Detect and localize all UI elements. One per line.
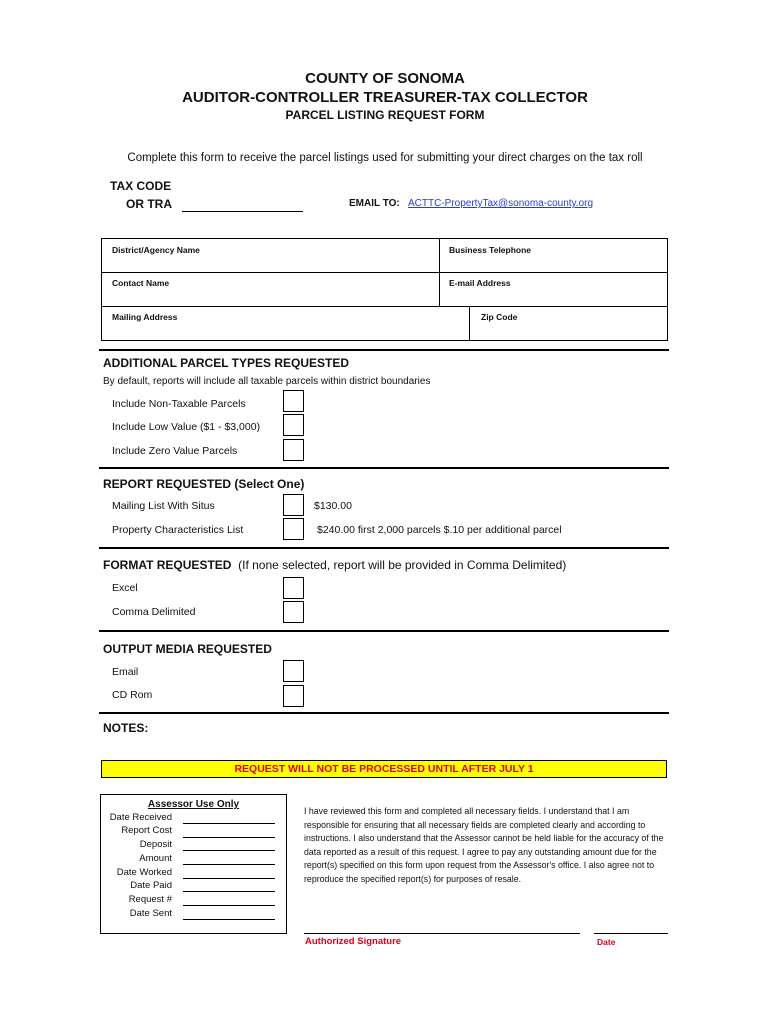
comma-delimited-checkbox[interactable]: [283, 601, 304, 623]
low-value-checkbox[interactable]: [283, 414, 304, 436]
assessor-field-label: Date Received: [109, 812, 172, 823]
email-link[interactable]: ACTTC-PropertyTax@sonoma-county.org: [408, 198, 594, 209]
tax-code-field[interactable]: [182, 211, 303, 212]
option-label: Comma Delimited: [112, 606, 196, 618]
additional-parcel-types-heading: ADDITIONAL PARCEL TYPES REQUESTED: [103, 356, 350, 370]
agreement-text: I have reviewed this form and completed all necessary fields. I understand that I am responsible for ensuring that all necessary fields are completed clearly and according to instructions. I also understand that the Assessor cannot be held liable for the accuracy of the data reported as a result of this request. I agree to pay any outstanding amount due for the report(s) specified on this form upon request from the Assessor's office. I also agree not to reproduce the specified report(s) for purposes of resale.: [304, 806, 664, 884]
option-label: Email: [112, 666, 139, 678]
deposit-field[interactable]: [183, 850, 275, 851]
assessor-title: Assessor Use Only: [147, 799, 240, 810]
contact-name-field[interactable]: Contact Name: [112, 278, 170, 288]
county-title: COUNTY OF SONOMA: [305, 70, 465, 87]
email-address-field[interactable]: E-mail Address: [449, 278, 511, 288]
zero-value-checkbox[interactable]: [283, 439, 304, 461]
assessor-field-label: Report Cost: [121, 825, 172, 836]
format-heading-text: FORMAT REQUESTED: [103, 558, 232, 572]
district-agency-name-field[interactable]: District/Agency Name: [112, 245, 200, 255]
assessor-field-label: Date Worked: [116, 867, 172, 878]
additional-note: By default, reports will include all taxable parcels within district boundaries: [103, 376, 431, 387]
option-label: Include Zero Value Parcels: [112, 445, 238, 457]
date-worked-field[interactable]: [183, 878, 275, 879]
mailing-list-checkbox[interactable]: [283, 494, 304, 516]
output-media-heading: OUTPUT MEDIA REQUESTED: [103, 642, 272, 656]
office-title: AUDITOR-CONTROLLER TREASURER-TAX COLLECTOR: [182, 89, 588, 106]
amount-field[interactable]: [183, 864, 275, 865]
business-telephone-field[interactable]: Business Telephone: [449, 245, 532, 255]
mailing-address-field[interactable]: Mailing Address: [112, 312, 178, 322]
processing-warning-banner: REQUEST WILL NOT BE PROCESSED UNTIL AFTER JULY 1: [101, 760, 667, 778]
format-note: (If none selected, report will be provided in Comma Delimited): [238, 558, 567, 572]
assessor-field-label: Date Sent: [129, 908, 172, 919]
report-cost-field[interactable]: [183, 837, 275, 838]
report-requested-heading: REPORT REQUESTED (Select One): [103, 477, 305, 491]
assessor-field-label: Request #: [128, 894, 172, 905]
intro-text: Complete this form to receive the parcel listings used for submitting your direct charges on the tax roll: [127, 152, 643, 164]
assessor-field-label: Deposit: [139, 839, 172, 850]
price-label: $130.00: [314, 500, 352, 512]
tax-code-label: TAX CODE: [110, 179, 172, 193]
price-label: $240.00 first 2,000 parcels $.10 per additional parcel: [317, 524, 562, 536]
assessor-use-box: [100, 794, 287, 934]
date-label: Date: [597, 937, 616, 947]
email-to-label: EMAIL TO:: [349, 198, 400, 209]
date-sent-field[interactable]: [183, 919, 275, 920]
option-label: Excel: [112, 582, 138, 594]
or-tra-label: OR TRA: [126, 197, 172, 211]
assessor-field-label: Amount: [139, 853, 172, 864]
date-line[interactable]: [594, 933, 668, 934]
non-taxable-checkbox[interactable]: [283, 390, 304, 412]
option-label: Mailing List With Situs: [112, 500, 215, 512]
email-media-checkbox[interactable]: [283, 660, 304, 682]
zip-code-field[interactable]: Zip Code: [481, 312, 518, 322]
signature-line[interactable]: [304, 933, 580, 934]
option-label: CD Rom: [112, 689, 153, 701]
authorized-signature-label: Authorized Signature: [305, 936, 402, 947]
format-requested-heading: [103, 558, 566, 572]
option-label: Property Characteristics List: [112, 524, 244, 536]
contact-info-table: [101, 238, 668, 341]
cd-rom-checkbox[interactable]: [283, 685, 304, 707]
date-paid-field[interactable]: [183, 891, 275, 892]
excel-checkbox[interactable]: [283, 577, 304, 599]
option-label: Include Non-Taxable Parcels: [112, 398, 246, 410]
request-number-field[interactable]: [183, 905, 275, 906]
date-received-field[interactable]: [183, 823, 275, 824]
option-label: Include Low Value ($1 - $3,000): [112, 421, 261, 433]
notes-heading: NOTES:: [103, 721, 149, 735]
property-characteristics-checkbox[interactable]: [283, 518, 304, 540]
assessor-field-label: Date Paid: [130, 880, 172, 891]
form-title: PARCEL LISTING REQUEST FORM: [285, 108, 485, 122]
